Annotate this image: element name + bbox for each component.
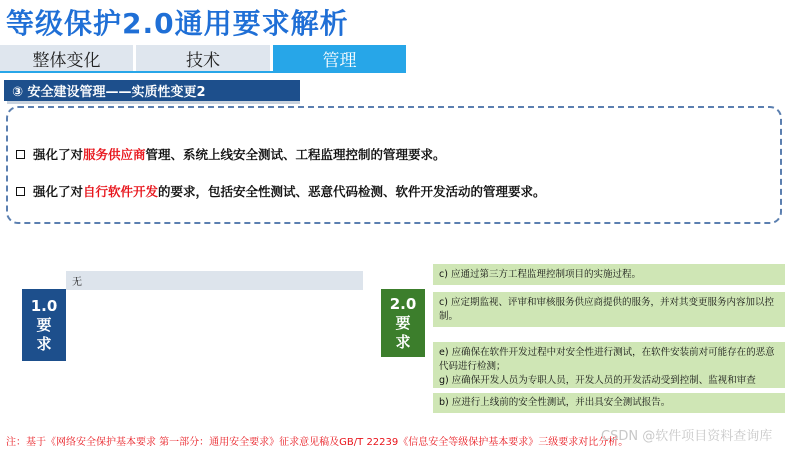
badge-label: 要 [36, 315, 52, 334]
badge-label: 求 [36, 334, 52, 353]
badge-label: 要 [395, 313, 411, 332]
bullet-suffix: 管理、系统上线安全测试、工程监理控制的管理要求。 [145, 147, 446, 162]
summary-box [6, 106, 782, 224]
tab-technology[interactable]: 技术 [136, 45, 270, 71]
bullet-software-dev [16, 182, 546, 200]
footnote: 注：基于《网络安全保护基本要求 第一部分：通用安全要求》征求意见稿及GB/T 22239《信息安全等级保护基本要求》三级要求对比分析。 [6, 437, 629, 448]
section-heading: ③ 安全建设管理——实质性变更2 [4, 80, 300, 101]
requirement-service-provider: c) 应定期监视、评审和审核服务供应商提供的服务，并对其变更服务内容加以控制。 [433, 292, 785, 327]
bullet-highlight: 自行软件开发 [83, 184, 159, 199]
requirement-launch-test: b) 应进行上线前的安全性测试，并出具安全测试报告。 [433, 393, 785, 413]
badge-label: 求 [395, 332, 411, 351]
page-title: 等级保护2.0通用要求解析 [6, 7, 349, 40]
badge-version: 2.0 [389, 294, 417, 313]
requirement-e: e) 应确保在软件开发过程中对安全性进行测试，在软件安装前对可能存在的恶意代码进行检测； [439, 347, 775, 372]
badge-version: 1.0 [30, 296, 58, 315]
bullet-highlight: 服务供应商 [83, 147, 146, 162]
tab-management[interactable]: 管理 [273, 45, 406, 71]
watermark: CSDN @软件项目资料查询库 [601, 429, 773, 444]
checkbox-square-icon [16, 150, 25, 159]
section-heading-shadow [7, 101, 300, 104]
requirement-software-dev [433, 342, 785, 388]
version-2-0-badge [381, 289, 425, 357]
requirement-supervision: c) 应通过第三方工程监理控制项目的实施过程。 [433, 264, 785, 285]
bullet-suffix: 的要求，包括安全性测试、恶意代码检测、软件开发活动的管理要求。 [158, 184, 546, 199]
requirement-g: g) 应确保开发人员为专职人员，开发人员的开发活动受到控制、监视和审查 [439, 375, 756, 386]
bullet-prefix: 强化了对 [33, 147, 84, 162]
tab-bar [0, 45, 406, 71]
v1-requirement-box: 无 [66, 271, 363, 290]
tab-underline [0, 71, 406, 73]
bullet-prefix: 强化了对 [33, 184, 84, 199]
checkbox-square-icon [16, 187, 25, 196]
tab-overall-changes[interactable]: 整体变化 [0, 45, 133, 71]
version-1-0-badge [22, 289, 66, 361]
bullet-service-provider [16, 145, 446, 163]
